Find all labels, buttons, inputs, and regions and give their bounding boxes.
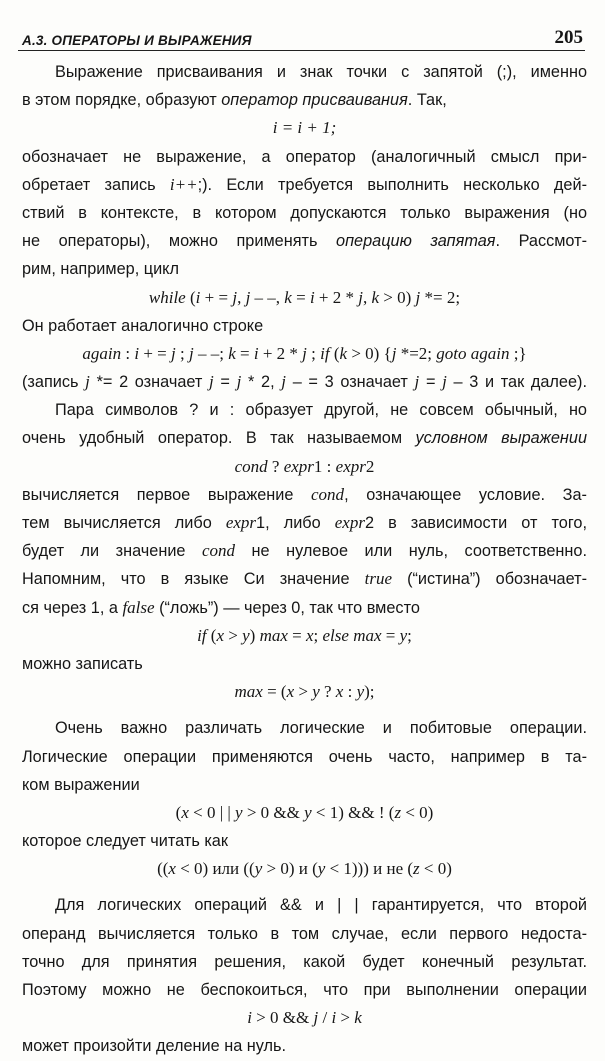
paragraph-line xyxy=(22,594,587,622)
code-token: j xyxy=(236,372,242,392)
paragraph-line xyxy=(22,948,587,976)
code-token: j xyxy=(358,287,363,307)
code-token: j xyxy=(281,372,287,392)
text-run: = xyxy=(287,625,306,645)
text-run: = xyxy=(213,373,237,392)
text-run: точно для принятия решения, какой будет конечный результат. xyxy=(22,952,587,971)
text-run: – –, xyxy=(250,287,285,307)
text-run: *= 2; xyxy=(420,287,461,307)
code-token: i++ xyxy=(169,174,198,194)
code-token: j xyxy=(302,343,307,363)
text-run: / xyxy=(318,1008,332,1028)
code-token: i xyxy=(247,1008,252,1028)
paragraph-line xyxy=(22,58,587,86)
text-run: которое следует читать как xyxy=(22,832,228,851)
paragraph-line xyxy=(22,920,587,948)
code-token: x xyxy=(168,859,176,879)
text-run: : xyxy=(121,343,135,363)
text-run: ; xyxy=(175,343,189,363)
text-run: Он работает аналогично строке xyxy=(22,316,264,335)
text-run: Пара символов ? и : образует другой, не совсем обычный, но xyxy=(55,401,587,420)
code-token: x xyxy=(216,625,224,645)
text-run: + 2 * xyxy=(258,343,303,363)
text-run: (запись xyxy=(22,373,86,392)
text-run: . Так, xyxy=(407,91,447,110)
text-run: > 0 && xyxy=(251,1008,314,1028)
code-token: expr xyxy=(335,456,366,476)
code-formula xyxy=(22,799,587,827)
text-run: 1, либо xyxy=(256,514,335,532)
code-token: j xyxy=(414,372,420,392)
code-token: i xyxy=(309,287,315,307)
text-run: > 0) и ( xyxy=(262,859,318,879)
text-run: ; xyxy=(313,625,323,645)
text-run: < 0) xyxy=(401,802,434,822)
text-run: ( xyxy=(185,287,196,307)
text-run: = xyxy=(381,625,400,645)
code-token: y xyxy=(304,802,312,822)
text-run: , xyxy=(363,287,372,307)
code-token: y xyxy=(399,625,408,645)
text-run: + = xyxy=(139,343,172,363)
text-run: очень удобный оператор. В так называемом xyxy=(22,429,416,448)
code-token: x xyxy=(181,802,189,822)
code-token: goto again xyxy=(436,343,510,363)
text-run: *=2; xyxy=(396,343,437,363)
text-run: < 1))) и не ( xyxy=(325,859,414,879)
code-token: i xyxy=(331,1008,337,1028)
code-token: j xyxy=(232,287,238,307)
text-run: Очень важно различать логические и побитовые операции. xyxy=(55,719,587,738)
code-token: j xyxy=(391,343,397,363)
code-token: j xyxy=(188,343,194,363)
text-run: не нулевое или нуль, соответственно. xyxy=(235,542,587,561)
section-title: А.3. ОПЕРАТОРЫ И ВЫРАЖЕНИЯ xyxy=(22,33,252,48)
code-token: j xyxy=(442,372,447,392)
code-formula xyxy=(22,1004,587,1032)
code-token: while xyxy=(148,287,186,307)
code-token: x xyxy=(305,625,314,645)
code-token: x xyxy=(286,682,295,702)
text-run: = xyxy=(419,373,443,392)
code-token: if xyxy=(197,625,207,645)
text-run: может произойти деление на нуль. xyxy=(22,1037,287,1056)
text-run: > xyxy=(294,682,313,702)
text-run: будет ли значение xyxy=(22,542,202,561)
code-formula xyxy=(22,340,587,368)
code-token: i xyxy=(253,343,259,363)
text-run: ся через 1, а xyxy=(22,598,123,617)
text-run: i = i + 1; xyxy=(272,118,337,138)
code-token: true xyxy=(364,569,392,589)
code-token: cond xyxy=(202,541,236,561)
text-run: < 0) или (( xyxy=(175,859,255,879)
paragraph-line xyxy=(22,143,587,171)
text-run: – = 3 означает xyxy=(286,373,415,392)
code-token: j xyxy=(245,287,251,307)
paragraph-line xyxy=(22,312,587,340)
text-run: , xyxy=(237,287,246,307)
text-run: – –; xyxy=(193,343,229,363)
paragraph-line xyxy=(22,368,587,396)
text-run: 2 xyxy=(365,456,375,476)
code-token: y xyxy=(317,859,326,879)
paragraph-line xyxy=(22,537,587,565)
code-token: z xyxy=(413,859,420,879)
text-run: < 1) && ! ( xyxy=(311,802,395,822)
code-formula xyxy=(22,678,587,706)
code-token: expr xyxy=(225,513,257,532)
code-token: j xyxy=(209,372,214,392)
code-token: max xyxy=(259,625,288,645)
code-token: i xyxy=(134,343,140,363)
text-run: ;). Если требуется выполнить несколько дей- xyxy=(197,175,587,194)
page-number: 205 xyxy=(554,27,583,48)
code-token: j xyxy=(313,1008,319,1028)
text-run: *= 2 означает xyxy=(89,373,210,392)
code-token: k xyxy=(339,343,348,363)
text-run: обозначает не выражение, а оператор (аналогичный смысл при- xyxy=(22,147,587,166)
code-token: if xyxy=(320,343,330,363)
text-run: * 2, xyxy=(241,373,282,392)
text-run: = xyxy=(235,343,254,363)
text-run: Для логических операций && и | | гарантируется, что второй xyxy=(55,896,587,915)
paragraph-line xyxy=(22,827,587,855)
paragraph-line xyxy=(22,714,587,742)
code-formula xyxy=(22,284,587,312)
term: операцию запятая xyxy=(336,232,496,251)
paragraph-line xyxy=(22,227,587,255)
paragraph-line xyxy=(22,199,587,227)
text-run: 2 в зависимости от того, xyxy=(364,514,587,532)
text-run: = xyxy=(291,287,310,307)
text-run: ( xyxy=(329,343,340,363)
text-run: 1 : xyxy=(313,456,336,476)
text-run: ;} xyxy=(509,343,527,363)
text-run: (“ложь”) — через 0, так что вместо xyxy=(154,598,420,617)
text-run: = ( xyxy=(262,682,287,702)
code-token: j xyxy=(415,287,421,307)
code-token: y xyxy=(356,682,365,702)
code-token: x xyxy=(335,682,344,702)
term: условном выражении xyxy=(415,429,587,448)
code-formula xyxy=(22,453,587,481)
body-text xyxy=(22,58,587,1061)
text-run: > 0 && xyxy=(242,802,305,822)
paragraph-line xyxy=(22,1032,587,1060)
paragraph-line xyxy=(22,509,587,537)
code-formula xyxy=(22,114,587,142)
paragraph-line xyxy=(22,891,587,919)
text-run: операнд вычисляется только в том случае, если первого недоста- xyxy=(22,924,587,943)
code-token: max xyxy=(234,682,263,702)
paragraph-line xyxy=(22,743,587,771)
code-token: y xyxy=(312,682,320,702)
code-token: cond xyxy=(311,484,345,504)
code-formula xyxy=(22,622,587,650)
text-run: , означающее условие. За- xyxy=(344,485,587,504)
text-run: обретает запись xyxy=(22,175,170,194)
running-header xyxy=(18,26,585,51)
code-token: y xyxy=(254,859,263,879)
text-run: Выражение присваивания и знак точки с запятой (;), именно xyxy=(55,63,587,81)
paragraph-line xyxy=(22,771,587,799)
text-run: (( xyxy=(157,859,169,879)
text-run: ; xyxy=(306,343,321,363)
text-run: + = xyxy=(200,287,233,307)
code-token: i xyxy=(195,287,201,307)
text-run: ; xyxy=(407,625,412,645)
text-run: < 0) xyxy=(419,859,452,879)
text-run: : xyxy=(343,682,357,702)
text-run: > xyxy=(336,1008,355,1028)
text-run: ствий в контексте, в котором допускаются только выражения (но xyxy=(22,203,587,222)
code-token: y xyxy=(235,802,243,822)
paragraph-line xyxy=(22,86,587,114)
paragraph-line xyxy=(22,424,587,452)
text-run: вычисляется первое выражение xyxy=(22,485,312,504)
paragraph-line xyxy=(22,396,587,424)
code-token: j xyxy=(171,343,176,363)
paragraph-line xyxy=(22,481,587,509)
text-run: ); xyxy=(364,682,375,702)
text-run: < 0 | | xyxy=(188,802,236,822)
text-run: ? xyxy=(319,682,336,702)
paragraph-line xyxy=(22,255,587,283)
text-run: – 3 и так далее). xyxy=(446,373,587,392)
code-token: z xyxy=(394,802,402,822)
text-run: (“истина”) обозначает- xyxy=(392,570,587,589)
code-token: again xyxy=(82,343,122,363)
text-run: можно записать xyxy=(22,654,143,673)
text-run: ком выражении xyxy=(22,775,140,794)
code-formula xyxy=(22,855,587,883)
term: оператор присваивания xyxy=(221,91,408,110)
text-run: тем вычисляется либо xyxy=(22,514,226,532)
code-token: expr xyxy=(283,456,314,476)
text-run: ? xyxy=(267,456,284,476)
text-run: Логические операции применяются очень часто, например в та- xyxy=(22,747,587,766)
paragraph-line xyxy=(22,565,587,593)
text-run: ( xyxy=(206,625,217,645)
text-run: Напомним, что в языке Си значение xyxy=(22,570,365,589)
text-run: ( xyxy=(175,802,182,822)
text-run: рим, например, цикл xyxy=(22,260,179,279)
paragraph-line xyxy=(22,171,587,199)
code-token: y xyxy=(242,625,250,645)
code-token: k xyxy=(284,287,292,307)
text-run: ) xyxy=(249,625,260,645)
text-run: не операторы), можно применять xyxy=(22,232,337,251)
text-run: Поэтому можно не беспокоиться, что при выполнении операции xyxy=(22,981,587,999)
code-token: false xyxy=(122,597,155,617)
code-token: else max xyxy=(322,625,382,645)
text-run: в этом порядке, образуют xyxy=(22,91,222,110)
text-run: > 0) xyxy=(379,287,416,307)
text-run: > xyxy=(224,625,243,645)
text-run: . Рассмот- xyxy=(495,232,587,251)
code-token: k xyxy=(228,343,236,363)
code-token: j xyxy=(85,372,90,392)
code-token: expr xyxy=(334,513,365,532)
text-run: > 0) { xyxy=(347,343,392,363)
code-token: cond xyxy=(234,456,268,476)
paragraph-line xyxy=(22,650,587,678)
code-token: k xyxy=(354,1008,362,1028)
text-run: + 2 * xyxy=(314,287,359,307)
code-token: k xyxy=(371,287,380,307)
